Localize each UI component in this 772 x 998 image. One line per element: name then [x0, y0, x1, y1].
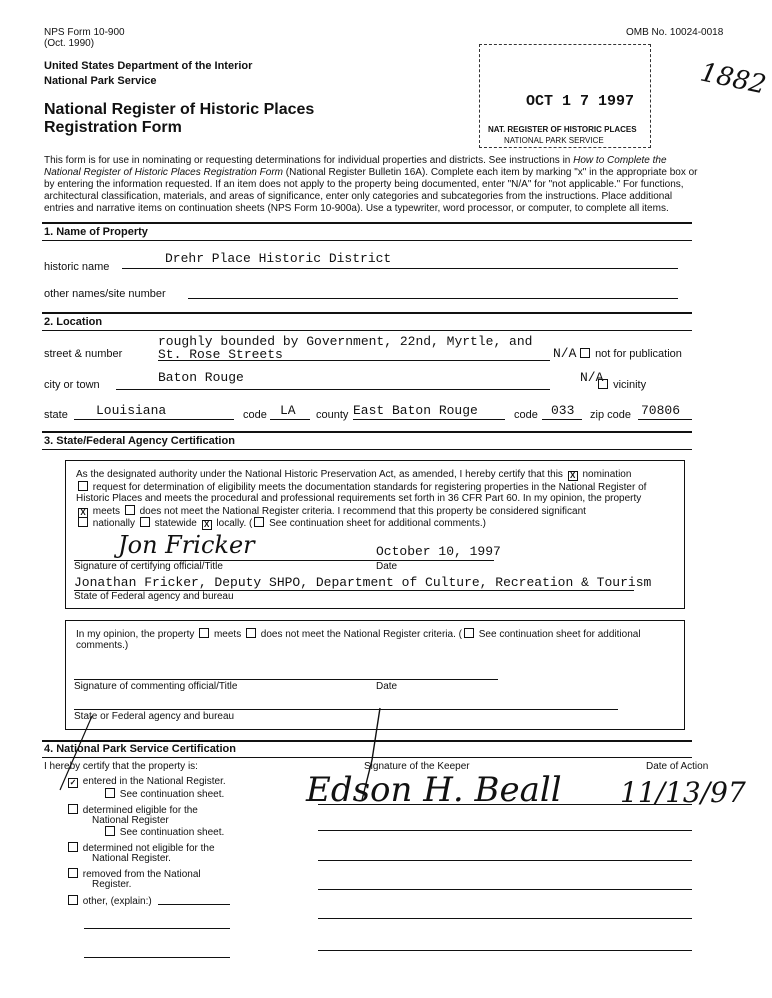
section-4-heading: 4. National Park Service Certification: [44, 743, 236, 755]
cert-line-3: Historic Places and meets the procedural and professional requirements set forth in 36 CFR Part 60. In my opinion, the property: [76, 493, 642, 504]
intro-text: (National Register Bulletin 16A). Complete each item by marking "x" in the appropriate box or: [282, 167, 698, 178]
cert-text: does not meet the National Register criteria. I recommend that this property be considered significant: [139, 506, 586, 517]
other-explain-line-2[interactable]: [84, 928, 230, 929]
cert-text: meets: [92, 506, 121, 517]
option-other[interactable]: [66, 895, 152, 907]
date-of-action-label: Date of Action: [646, 761, 709, 772]
state-label: state: [44, 409, 68, 421]
county-value[interactable]: East Baton Rouge: [353, 403, 478, 418]
determination-checkbox[interactable]: [78, 481, 88, 491]
option-label: determined eligible for the: [82, 805, 198, 816]
section-divider: [42, 240, 692, 241]
opinion-meets-checkbox[interactable]: [199, 628, 209, 638]
not-for-publication-label: not for publication: [595, 348, 682, 360]
section-divider: [42, 312, 692, 314]
stamp-date: OCT 1 7 1997: [526, 93, 635, 110]
opinion-text: does not meet the National Register criteria. (: [260, 629, 462, 640]
code-label: code: [243, 409, 267, 421]
state-code-value[interactable]: LA: [280, 403, 296, 418]
vicinity-label: vicinity: [613, 379, 647, 391]
section-divider: [42, 330, 692, 331]
cert-text: nationally: [92, 518, 136, 529]
option-entered[interactable]: [66, 776, 226, 788]
historic-name-line: [122, 268, 678, 269]
vicinity[interactable]: [596, 379, 646, 391]
city-value[interactable]: Baton Rouge: [158, 370, 244, 385]
cert-text: request for determination of eligibility meets the documentation standards for registering properties in the National Register of: [92, 482, 647, 493]
cert-line-5: [76, 517, 486, 530]
option-entered-continuation[interactable]: [103, 788, 224, 800]
form-date: (Oct. 1990): [44, 38, 95, 49]
nationally-checkbox[interactable]: [78, 517, 88, 527]
state-value[interactable]: Louisiana: [96, 403, 167, 418]
meets-checkbox[interactable]: X: [78, 508, 88, 518]
opinion-text: In my opinion, the property: [76, 629, 195, 640]
keeper-signature: Edson H. Beall: [306, 770, 562, 810]
certifying-signature-label: Signature of certifying official/Title: [74, 561, 223, 572]
certifying-signature: Jon Fricker: [118, 531, 255, 559]
state-line: [74, 419, 234, 420]
checkbox[interactable]: [105, 826, 115, 836]
keeper-line-2[interactable]: [318, 830, 692, 831]
received-stamp: [479, 44, 651, 148]
option-eligible-continuation[interactable]: [103, 826, 224, 838]
commenting-agency-line[interactable]: [74, 709, 618, 710]
county-code-label: code: [514, 409, 538, 421]
statewide-checkbox[interactable]: [140, 517, 150, 527]
keeper-line-5[interactable]: [318, 918, 692, 919]
option-label: See continuation sheet.: [119, 789, 225, 800]
certifying-official-value[interactable]: Jonathan Fricker, Deputy SHPO, Department of Culture, Recreation & Tourism: [74, 575, 652, 590]
option-removed[interactable]: [66, 868, 201, 880]
zip-label: zip code: [590, 409, 631, 421]
section-divider: [42, 222, 692, 224]
certification-date-label: Date: [376, 561, 398, 572]
option-label: determined not eligible for the: [82, 843, 215, 854]
other-checkbox[interactable]: [68, 895, 78, 905]
certification-date-value[interactable]: October 10, 1997: [376, 544, 501, 559]
opinion-not-meet-checkbox[interactable]: [246, 628, 256, 638]
historic-name-value[interactable]: Drehr Place Historic District: [165, 251, 392, 266]
opinion-continuation-checkbox[interactable]: [464, 628, 474, 638]
agency-name: National Park Service: [44, 75, 157, 87]
does-not-meet-checkbox[interactable]: [125, 505, 135, 515]
stamp-line-2: NATIONAL PARK SERVICE: [504, 136, 604, 145]
other-explain-line[interactable]: [158, 904, 230, 905]
checkbox[interactable]: [105, 788, 115, 798]
cert-text: See continuation sheet for additional comments.): [269, 518, 486, 529]
option-label: See continuation sheet.: [119, 827, 225, 838]
section-3-heading: 3. State/Federal Agency Certification: [44, 435, 235, 447]
intro-line-1: [44, 155, 667, 166]
handwritten-reference-number: 1882: [697, 57, 769, 101]
other-explain-line-3[interactable]: [84, 957, 230, 958]
option-not-eligible-line-2: National Register.: [92, 853, 171, 864]
zip-value[interactable]: 70806: [641, 403, 681, 418]
intro-italic: How to Complete the: [573, 155, 667, 166]
section-divider: [42, 757, 692, 758]
intro-line-2: [44, 167, 698, 178]
checkbox[interactable]: [598, 379, 608, 389]
commenting-date-label: Date: [376, 681, 398, 692]
intro-italic: National Register of Historic Places Registration Form: [44, 167, 283, 178]
certify-statement: I hereby certify that the property is:: [44, 761, 198, 772]
nomination-checkbox[interactable]: X: [568, 471, 578, 481]
option-label: other, (explain:): [82, 896, 152, 907]
keeper-line-4[interactable]: [318, 889, 692, 890]
commenting-agency-label: State or Federal agency and bureau: [74, 711, 235, 722]
commenting-signature-line[interactable]: [74, 679, 498, 680]
zip-line: [638, 419, 692, 420]
commenting-signature-label: Signature of commenting official/Title: [74, 681, 238, 692]
option-label: removed from the National: [82, 869, 201, 880]
historic-name-label: historic name: [44, 261, 110, 273]
date-of-action-value: 11/13/97: [620, 776, 746, 809]
cert-text: nomination: [582, 469, 632, 480]
removed-checkbox[interactable]: [68, 868, 78, 878]
opinion-line-2: comments.): [76, 640, 129, 651]
omb-number: OMB No. 10024-0018: [626, 27, 724, 38]
continuation-checkbox[interactable]: [254, 517, 264, 527]
checkbox[interactable]: [580, 348, 590, 358]
cert-text: locally. (: [216, 518, 253, 529]
intro-line-5: entries and narrative items on continuation sheets (NPS Form 10-900a). Use a typewriter, word processor, or computer, to complete all items.: [44, 203, 669, 214]
cert-text: statewide: [154, 518, 197, 529]
county-code-value[interactable]: 033: [551, 403, 575, 418]
not-for-publication[interactable]: [578, 348, 682, 360]
other-names-label: other names/site number: [44, 288, 166, 300]
street-value-line-1[interactable]: roughly bounded by Government, 22nd, Myrtle, and: [158, 334, 533, 349]
cert-line-2: [76, 481, 646, 493]
option-removed-line-2: Register.: [92, 879, 132, 890]
state-code-line: [270, 419, 310, 420]
intro-line-3: by entering the information requested. If an item does not apply to the property being documented, enter "N/A" for "not applicable." For functions,: [44, 179, 684, 190]
street-line: [158, 360, 550, 361]
county-label: county: [316, 409, 349, 421]
option-label: entered in the National Register.: [82, 776, 226, 787]
stamp-line-1: NAT. REGISTER OF HISTORIC PLACES: [488, 125, 637, 134]
other-names-line[interactable]: [188, 298, 678, 299]
not-eligible-checkbox[interactable]: [68, 842, 78, 852]
city-line: [116, 389, 550, 390]
not-for-publication-na: N/A: [553, 346, 577, 361]
intro-line-4: architectural classification, materials, and areas of significance, enter only categories and subcategories from the instructions. Place additional: [44, 191, 673, 202]
keeper-line-6[interactable]: [318, 950, 692, 951]
section-divider: [42, 431, 692, 433]
keeper-line-3[interactable]: [318, 860, 692, 861]
form-subtitle: Registration Form: [44, 119, 182, 136]
section-2-heading: 2. Location: [44, 316, 103, 328]
form-title: National Register of Historic Places: [44, 101, 315, 118]
cert-line-1: [76, 469, 631, 481]
department-name: United States Department of the Interior: [44, 60, 253, 72]
county-line: [353, 419, 505, 420]
entered-checkbox[interactable]: ✓: [69, 778, 77, 787]
option-eligible-line-2: National Register: [92, 815, 169, 826]
keeper-signature-label: Signature of the Keeper: [364, 761, 470, 772]
section-divider: [42, 449, 692, 450]
city-label: city or town: [44, 379, 100, 391]
street-value-line-2[interactable]: St. Rose Streets: [158, 347, 283, 362]
opinion-text: meets: [213, 629, 242, 640]
opinion-text: See continuation sheet for additional: [478, 629, 641, 640]
street-label: street & number: [44, 348, 123, 360]
eligible-checkbox[interactable]: [68, 804, 78, 814]
section-1-heading: 1. Name of Property: [44, 226, 148, 238]
opinion-line-1: [76, 628, 641, 640]
section-divider: [42, 740, 692, 742]
vicinity-na: N/A: [580, 370, 604, 385]
intro-text: This form is for use in nominating or requesting determinations for individual properties and districts. See instructions in: [44, 155, 574, 166]
form-number: NPS Form 10-900: [44, 27, 125, 38]
cert-text: As the designated authority under the National Historic Preservation Act, as amended, I hereby certify that this: [76, 469, 563, 480]
locally-checkbox[interactable]: X: [202, 520, 212, 530]
county-code-line: [542, 419, 582, 420]
agency-label: State of Federal agency and bureau: [74, 591, 234, 602]
